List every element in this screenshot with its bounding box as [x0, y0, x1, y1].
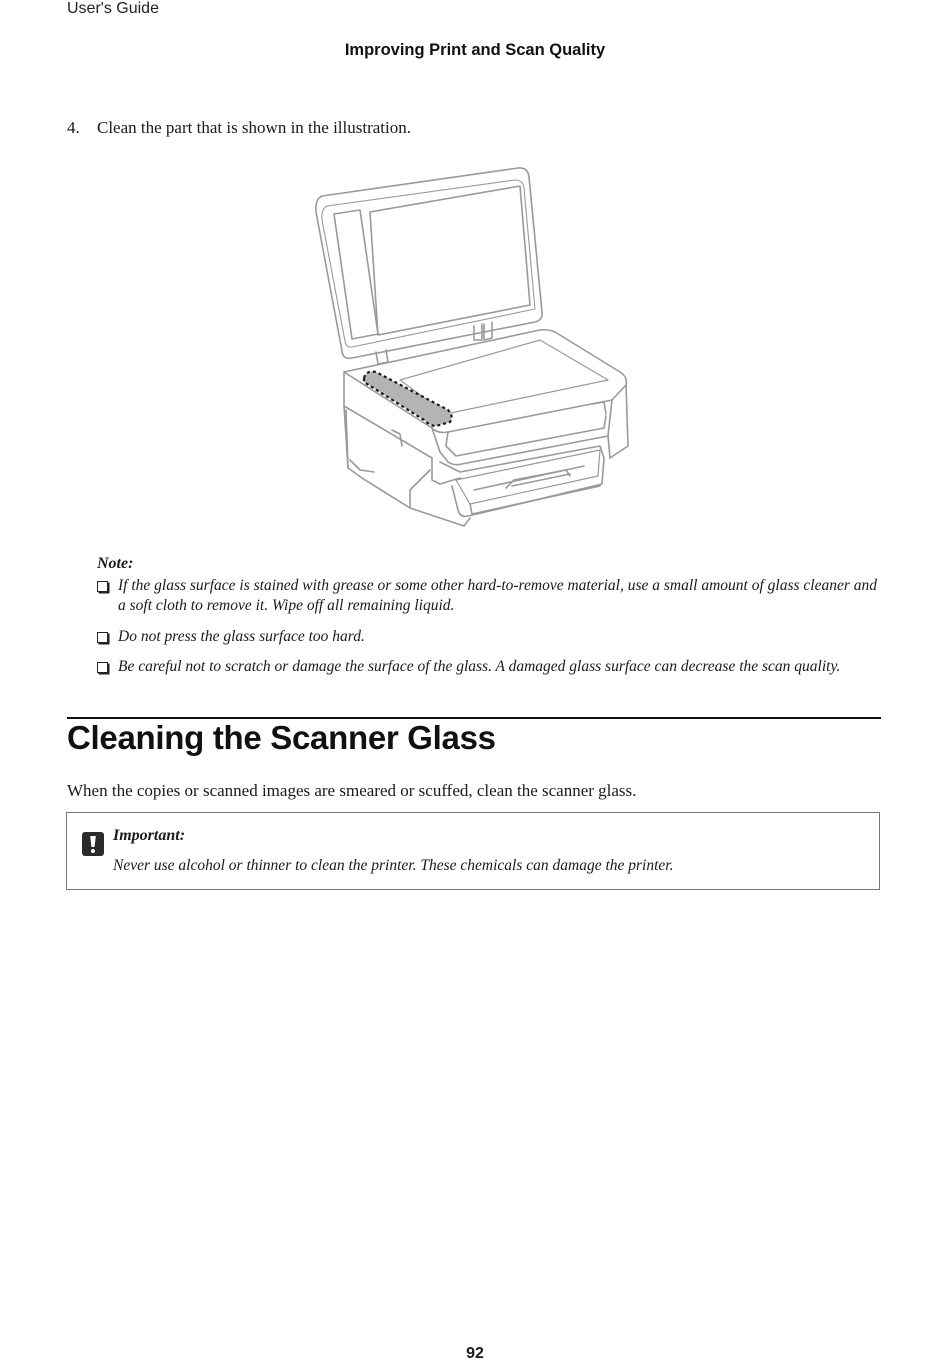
page-number: 92 — [466, 1345, 484, 1362]
guide-title: User's Guide — [67, 0, 159, 17]
step-text: Clean the part that is shown in the illustration. — [97, 118, 411, 137]
note-item — [97, 627, 887, 647]
note-item-text: If the glass surface is stained with grease or some other hard-to-remove material, use a small amount of glass cleaner and a soft cloth to remove it. Wipe off all remaining liquid. — [118, 577, 878, 614]
section-heading: Cleaning the Scanner Glass — [67, 719, 496, 756]
section-header: Improving Print and Scan Quality — [344, 41, 606, 59]
step-4 — [67, 118, 411, 138]
important-text: Never use alcohol or thinner to clean the printer. These chemicals can damage the printer. — [113, 857, 674, 874]
note-item-text: Be careful not to scratch or damage the surface of the glass. A damaged glass surface can decrease the scan quality. — [118, 658, 841, 675]
checkbox-bullet-icon — [97, 581, 108, 592]
note-item-text: Do not press the glass surface too hard. — [118, 628, 365, 645]
checkbox-bullet-icon — [97, 632, 108, 643]
note-item — [97, 576, 887, 616]
important-label: Important: — [113, 827, 186, 844]
important-callout — [66, 812, 880, 890]
section-intro: When the copies or scanned images are smeared or scuffed, clean the scanner glass. — [67, 781, 637, 800]
note-heading: Note: — [97, 555, 134, 572]
scanner-lid-open-illustration — [300, 160, 650, 540]
exclamation-icon — [82, 832, 104, 856]
step-number: 4. — [67, 118, 80, 137]
checkbox-bullet-icon — [97, 662, 108, 673]
note-item — [97, 657, 887, 677]
